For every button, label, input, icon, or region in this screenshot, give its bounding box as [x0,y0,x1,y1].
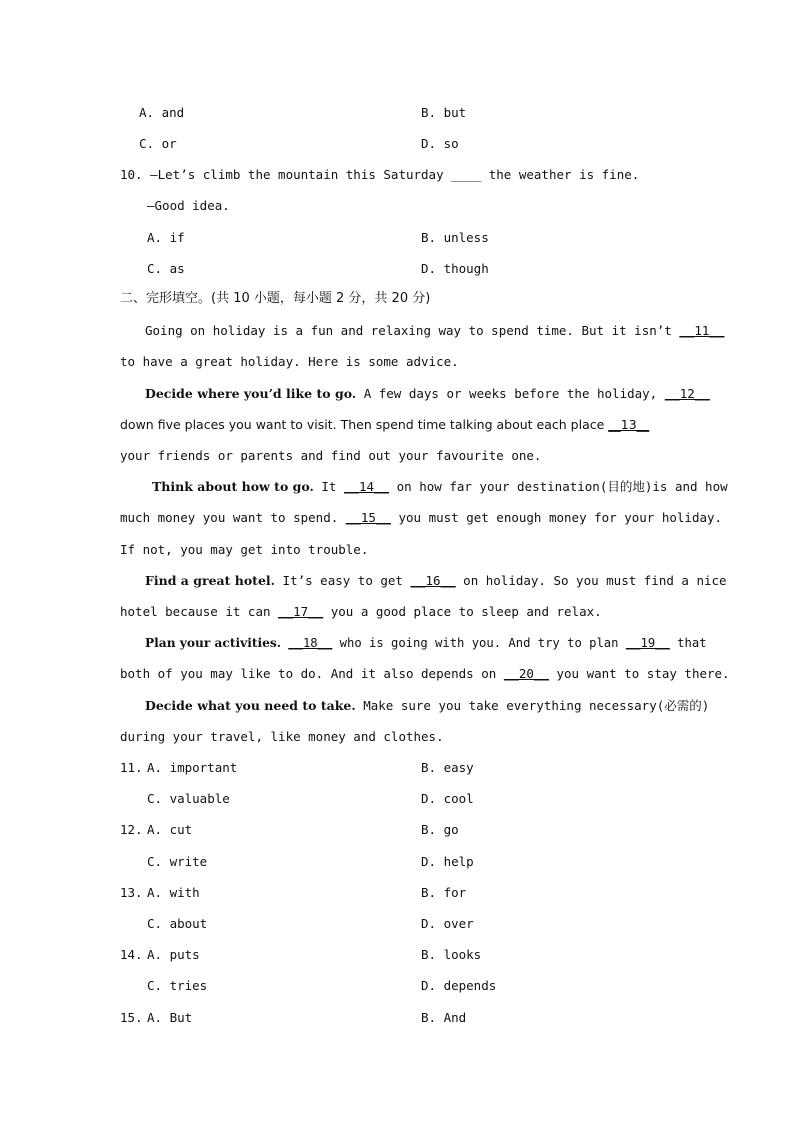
question-number: 14. [120,947,143,962]
q9-option-b: B. but [421,105,467,120]
passage-text: you a good place to sleep and relax. [323,604,602,619]
blank-11: __11__ [679,323,725,338]
blank-16: __16__ [410,573,456,588]
q14-option-a: A. puts [147,947,200,962]
q15-option-a: A. But [147,1010,193,1025]
passage-p3-line2 [120,509,722,527]
passage-p2-line3: your friends or parents and find out your favourite one. [120,448,542,463]
passage-p5-line1 [145,634,707,652]
blank-14: __14__ [343,479,390,494]
question-number: 11. [120,760,143,775]
q13-option-a: A. with [147,885,200,900]
paragraph-heading: Plan your activities. [145,636,281,650]
q10-option-d: D. though [421,261,489,276]
paragraph-heading: Think about how to go. [152,479,314,494]
passage-text: who is going with you. And try to plan [332,636,626,650]
q13-option-c: C. about [147,916,208,931]
q12-option-b: B. go [421,822,459,837]
passage-text: It’s easy to get [275,573,411,588]
q11-option-c: C. valuable [147,791,230,806]
passage-text: that [669,636,707,650]
q10-option-b: B. unless [421,230,489,245]
q12-option-c: C. write [147,854,208,869]
q11-option-b: B. easy [421,760,474,775]
q9-option-d: D. so [421,136,459,151]
paragraph-heading: Decide where you’d like to go. [145,386,357,401]
blank-13: __13__ [608,417,650,432]
question-number: 13. [120,885,143,900]
q10-option-c: C. as [147,261,185,276]
passage-text: down five places you want to visit. Then spend time talking about each place [120,417,609,432]
passage-text: you must get enough money for your holiday. [390,510,723,525]
blank-18: __18__ [288,636,333,650]
blank-12: __12__ [664,386,710,401]
passage-p4-line1 [145,572,727,590]
passage-p3-line1 [152,478,728,496]
passage-text: Make sure you take everything necessary(必需的) [355,698,710,713]
passage-p1-line1 [145,322,724,340]
q10-option-a: A. if [147,230,185,245]
q13-option-b: B. for [421,885,467,900]
passage-text: hotel because it can [120,604,279,619]
passage-text: much money you want to spend. [120,510,346,525]
q11-option-a: A. important [147,760,238,775]
blank-19: __19__ [625,636,670,650]
passage-p2-line2 [120,416,649,434]
blank-15: __15__ [345,510,391,525]
paragraph-heading: Find a great hotel. [145,573,276,588]
passage-text: on holiday. So you must find a nice [455,573,727,588]
passage-p6-line2: during your travel, like money and clothes. [120,729,444,744]
passage-text: It [313,479,344,494]
q10-reply: —Good idea. [147,198,230,213]
q9-option-a: A. and [139,105,185,120]
passage-p2-line1 [145,385,710,403]
q14-option-c: C. tries [147,978,208,993]
paragraph-heading: Decide what you need to take. [145,698,356,713]
q10-stem: 10. —Let’s climb the mountain this Saturday ____ the weather is fine. [120,167,640,182]
passage-text: you want to stay there. [548,666,730,681]
q14-option-d: D. depends [421,978,497,993]
passage-text: on how far your destination(目的地)is and how [389,479,728,494]
passage-text: Going on holiday is a fun and relaxing way to spend time. But it isn’t [145,323,680,338]
section-heading: 二、完形填空。(共 10 小题，每小题 2 分，共 20 分) [120,291,431,306]
passage-text: both of you may like to do. And it also depends on [120,666,504,681]
passage-p4-line2 [120,603,602,621]
question-number: 15. [120,1010,143,1025]
passage-text: A few days or weeks before the holiday, [356,386,665,401]
blank-20: __20__ [503,666,549,681]
q13-option-d: D. over [421,916,474,931]
q14-option-b: B. looks [421,947,482,962]
q9-option-c: C. or [139,136,177,151]
q11-option-d: D. cool [421,791,474,806]
q15-option-b: B. And [421,1010,467,1025]
q12-option-d: D. help [421,854,474,869]
q12-option-a: A. cut [147,822,193,837]
blank-17: __17__ [278,604,324,619]
passage-p5-line2 [120,665,730,683]
passage-p6-line1 [145,697,709,715]
passage-p1-line2: to have a great holiday. Here is some advice. [120,354,459,369]
passage-p3-line3: If not, you may get into trouble. [120,542,369,557]
question-number: 12. [120,822,143,837]
